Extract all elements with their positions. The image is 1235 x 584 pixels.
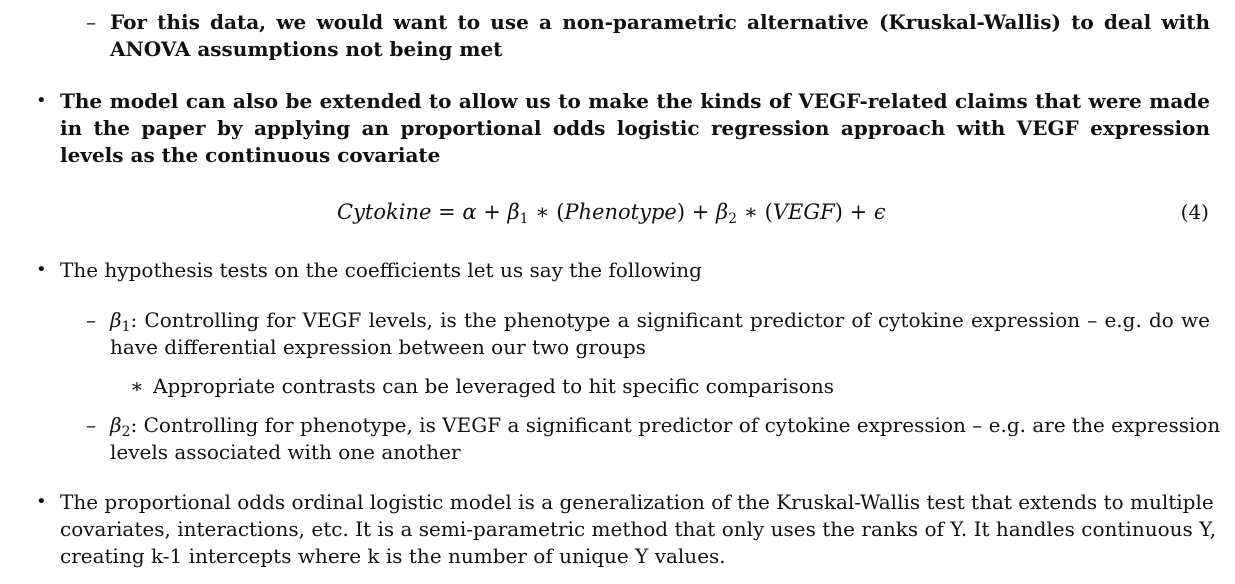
eq-times-1: ∗ ( [528,200,565,224]
eq-beta-2: β [715,200,729,224]
extension-line-1: The model can also be extended to allow us to make the kinds of VEGF-related claims that were made [60,89,1210,113]
beta2-subscript: 2 [121,424,131,440]
beta2-symbol: β [110,413,122,437]
hypothesis-text: The hypothesis tests on the coefficients let us say the following [60,258,702,282]
eq-beta-1: β [507,200,520,224]
equation-number: (4) [1180,200,1209,224]
top-sub-line-2: ANOVA assumptions not being met [110,37,503,61]
beta2-line-1-text: : Controlling for phenotype, is VEGF a significant predictor of cytokine expression – e.g. are the expression [130,413,1221,437]
eq-epsilon: ϵ [873,200,886,224]
ordinal-line-2: covariates, interactions, etc. It is a semi-parametric method that only uses the ranks of Y. It handles continuous Y, [60,517,1217,541]
eq-close-2: ) + [834,200,874,224]
beta2-line-1 [110,412,1221,440]
extension-line-2: in the paper by applying an proportional odds logistic regression approach with VEGF expression [60,116,1210,140]
ordinal-line-1: The proportional odds ordinal logistic model is a generalization of the Kruskal-Wallis test that extends to multiple [60,490,1214,514]
asterisk-marker: ∗ [130,374,144,398]
dash-marker: – [86,308,96,332]
eq-times-2: ∗ ( [737,200,773,224]
equation-4 [337,198,886,226]
beta1-line-1-text: : Controlling for VEGF levels, is the phenotype a significant predictor of cytokine expression – e.g. do we [130,308,1210,332]
eq-term-phenotype: Phenotype [564,200,677,224]
dash-marker: – [86,413,96,437]
eq-alpha: α [462,200,477,224]
ordinal-line-3: creating k-1 intercepts where k is the number of unique Y values. [60,544,726,568]
bullet-marker: • [36,259,47,280]
bullet-marker: • [36,491,47,512]
beta1-subscript: 1 [121,319,131,335]
eq-term-vegf: VEGF [772,200,835,224]
contrast-text: Appropriate contrasts can be leveraged to hit specific comparisons [153,374,834,398]
eq-lhs: Cytokine [337,200,432,224]
extension-line-3: levels as the continuous covariate [60,143,441,167]
beta1-line-2: have differential expression between our two groups [110,335,646,359]
eq-plus: + [476,200,508,224]
beta1-symbol: β [110,308,122,332]
eq-sub-2: 2 [728,211,738,227]
eq-equals: = [431,200,463,224]
top-sub-line-1: For this data, we would want to use a non-parametric alternative (Kruskal-Wallis) to deal with [110,10,1210,34]
eq-sub-1: 1 [519,211,529,227]
beta2-line-2: levels associated with one another [110,440,461,464]
beta1-line-1 [110,307,1210,333]
bullet-marker: • [36,90,47,111]
dash-marker: – [86,10,96,34]
eq-close-1: ) + [676,200,716,224]
